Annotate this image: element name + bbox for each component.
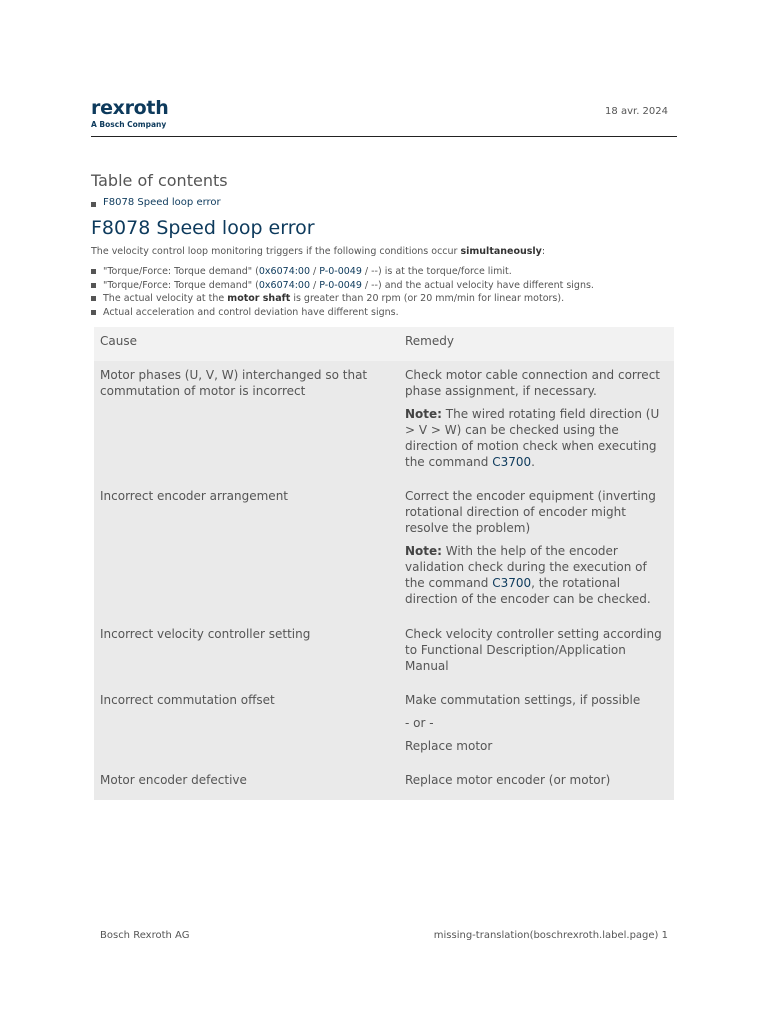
remedy-text: Replace motor bbox=[405, 739, 493, 753]
intro-bold: simultaneously bbox=[460, 246, 542, 257]
intro-text bbox=[91, 246, 545, 257]
cause-text: Incorrect encoder arrangement bbox=[100, 489, 289, 503]
toc-item-label[interactable]: F8078 Speed loop error bbox=[103, 197, 221, 208]
remedy-text: Check motor cable connection and correct phase assignment, if necessary. bbox=[405, 368, 660, 398]
remedy-text: Correct the encoder equipment (inverting rotational direction of encoder might resolve the problem) bbox=[405, 489, 656, 535]
table-cell-cause bbox=[100, 367, 385, 406]
bullet-icon bbox=[91, 310, 96, 315]
footer-company: Bosch Rexroth AG bbox=[100, 930, 190, 941]
note-end: . bbox=[531, 455, 535, 469]
command-link[interactable]: C3700 bbox=[492, 576, 532, 590]
conditions-list bbox=[91, 265, 594, 319]
condition-text: is greater than 20 rpm (or 20 mm/min for linear motors). bbox=[290, 293, 565, 304]
bullet-icon bbox=[91, 269, 96, 274]
cause-text: Incorrect commutation offset bbox=[100, 693, 275, 707]
bullet-icon bbox=[91, 202, 96, 207]
command-link[interactable]: C3700 bbox=[492, 455, 532, 469]
table-cell-cause bbox=[100, 626, 385, 649]
table-cell-remedy bbox=[405, 692, 670, 761]
table-cell-remedy bbox=[405, 626, 670, 681]
param-link[interactable]: 0x6074:00 bbox=[258, 279, 311, 291]
param-link[interactable]: P-0-0049 bbox=[319, 279, 362, 291]
condition-bold: motor shaft bbox=[227, 293, 291, 304]
document-date: 18 avr. 2024 bbox=[605, 106, 668, 117]
condition-item bbox=[91, 279, 594, 293]
condition-text: / --) is at the torque/force limit. bbox=[361, 266, 512, 277]
note-text: The wired rotating field direction (U > V > W) can be checked using the direction of motion check when executing the command bbox=[405, 407, 660, 469]
param-link[interactable]: P-0-0049 bbox=[319, 266, 362, 277]
column-header-remedy: Remedy bbox=[405, 334, 454, 348]
column-header-cause: Cause bbox=[100, 334, 137, 348]
table-cell-cause bbox=[100, 488, 385, 511]
condition-text: "Torque/Force: Torque demand" ( bbox=[103, 266, 259, 277]
toc-list bbox=[91, 197, 221, 208]
condition-text: / --) and the actual velocity have different signs. bbox=[361, 279, 594, 291]
cause-text: Motor encoder defective bbox=[100, 773, 247, 787]
table-cell-remedy bbox=[405, 488, 670, 614]
separator: / bbox=[310, 279, 320, 291]
logo-wordmark: rexroth bbox=[91, 97, 169, 119]
rexroth-logo bbox=[91, 99, 168, 129]
remedy-note bbox=[405, 543, 670, 607]
condition-item bbox=[91, 292, 594, 306]
header-divider bbox=[91, 136, 677, 137]
cause-text: Incorrect velocity controller setting bbox=[100, 627, 311, 641]
note-label: Note: bbox=[405, 544, 442, 558]
condition-text: "Torque/Force: Torque demand" ( bbox=[103, 279, 259, 291]
intro-suffix: : bbox=[541, 246, 546, 257]
remedy-text: Make commutation settings, if possible bbox=[405, 693, 641, 707]
separator: / bbox=[310, 266, 320, 277]
section-title: F8078 Speed loop error bbox=[91, 217, 315, 239]
footer-page-number: missing-translation(boschrexroth.label.page) 1 bbox=[433, 930, 668, 941]
remedy-text: Check velocity controller setting according to Functional Description/Application Manual bbox=[405, 627, 662, 673]
table-cell-cause bbox=[100, 692, 385, 715]
remedy-text: Replace motor encoder (or motor) bbox=[405, 773, 611, 787]
table-cell-remedy bbox=[405, 367, 670, 477]
cause-text: Motor phases (U, V, W) interchanged so that commutation of motor is incorrect bbox=[100, 368, 368, 398]
note-label: Note: bbox=[405, 407, 442, 421]
logo-subtitle: A Bosch Company bbox=[91, 120, 167, 129]
note-end: , the rotational direction of the encoder can be checked. bbox=[405, 576, 651, 606]
param-link[interactable]: 0x6074:00 bbox=[258, 266, 311, 277]
condition-text: Actual acceleration and control deviation have different signs. bbox=[103, 306, 399, 318]
bullet-icon bbox=[91, 283, 96, 288]
toc-item[interactable] bbox=[91, 197, 221, 208]
table-cell-cause bbox=[100, 772, 385, 795]
note-text: With the help of the encoder validation check during the execution of the command bbox=[405, 544, 647, 590]
bullet-icon bbox=[91, 296, 96, 301]
condition-item bbox=[91, 306, 594, 320]
toc-title: Table of contents bbox=[91, 171, 228, 190]
remedy-note bbox=[405, 406, 670, 470]
condition-text: The actual velocity at the bbox=[103, 293, 228, 304]
intro-prefix: The velocity control loop monitoring triggers if the following conditions occur bbox=[91, 246, 461, 257]
remedy-or: - or - bbox=[405, 716, 434, 730]
table-cell-remedy bbox=[405, 772, 670, 795]
condition-item bbox=[91, 265, 594, 279]
cause-remedy-table bbox=[94, 327, 674, 800]
table-header bbox=[94, 327, 674, 361]
